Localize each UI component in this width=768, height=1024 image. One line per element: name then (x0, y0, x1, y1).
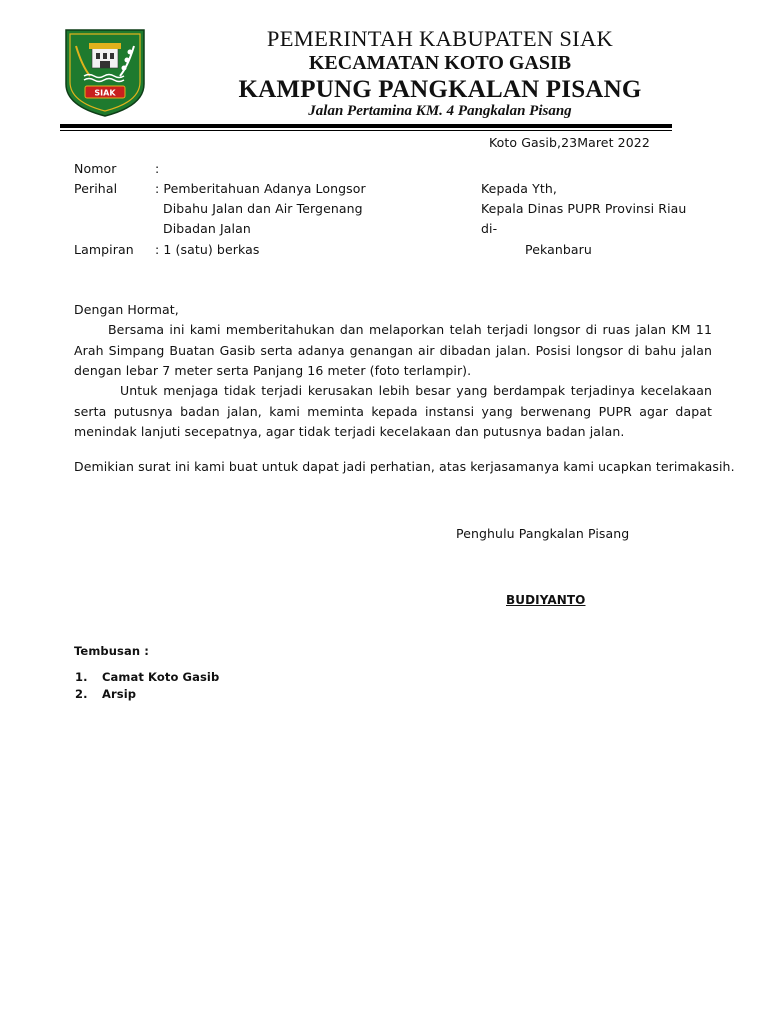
nomor-label: Nomor (74, 161, 117, 176)
letterhead-village: KAMPUNG PANGKALAN PISANG (238, 76, 642, 103)
lampiran-label: Lampiran (74, 242, 134, 257)
body-paragraph-2: Untuk menjaga tidak terjadi kerusakan lebih besar yang berdampak terjadinya kecelakaan serta putusnya badan jalan, kami meminta kepada instansi yang berwenang PUPR agar dapat menindak lanjuti secepatnya, agar tidak terjadi kecelakaan dan putusnya badan jalan. (74, 383, 712, 439)
greeting: Dengan Hormat, (74, 302, 179, 317)
tembusan-label: Tembusan : (74, 644, 149, 658)
perihal-line-1: : Pemberitahuan Adanya Longsor (155, 181, 366, 196)
tembusan-item: Arsip (102, 687, 137, 701)
tembusan-item-number: 1. (75, 670, 88, 684)
letterhead-divider-thick (60, 124, 672, 128)
letterhead-address: Jalan Pertamina KM. 4 Pangkalan Pisang (308, 103, 572, 119)
perihal-label: Perihal (74, 181, 118, 196)
letter-date: Koto Gasib,23Maret 2022 (489, 135, 650, 150)
perihal-line-2: Dibahu Jalan dan Air Tergenang (163, 201, 363, 216)
recipient-city: Pekanbaru (525, 242, 592, 257)
recipient-greeting: Kepada Yth, (481, 181, 557, 196)
tembusan-item: Camat Koto Gasib (102, 670, 220, 684)
letterhead-divider-thin (60, 130, 672, 131)
body-paragraph-1: Bersama ini kami memberitahukan dan melaporkan telah terjadi longsor di ruas jalan KM 11 Arah Simpang Buatan Gasib serta adanya genangan air dibadan jalan. Posisi longsor di bahu jalan dengan lebar 7 meter serta Panjang 16 meter (foto terlampir). (74, 322, 712, 378)
signature-title: Penghulu Pangkalan Pisang (456, 526, 630, 541)
recipient-di: di- (481, 221, 498, 236)
nomor-value: : (155, 161, 160, 176)
siak-regency-logo (60, 26, 150, 118)
signature-name: BUDIYANTO (506, 593, 586, 607)
perihal-line-3: Dibadan Jalan (163, 221, 251, 236)
logo-ribbon-text: SIAK (94, 88, 116, 98)
lampiran-value: : 1 (satu) berkas (155, 242, 260, 257)
tembusan-item-number: 2. (75, 687, 88, 701)
closing-paragraph: Demikian surat ini kami buat untuk dapat jadi perhatian, atas kerjasamanya kami ucapkan terimakasih. (74, 459, 735, 474)
recipient-title: Kepala Dinas PUPR Provinsi Riau (481, 201, 687, 216)
letterhead-government: PEMERINTAH KABUPATEN SIAK (266, 26, 614, 51)
letterhead-district: KECAMATAN KOTO GASIB (308, 52, 572, 74)
